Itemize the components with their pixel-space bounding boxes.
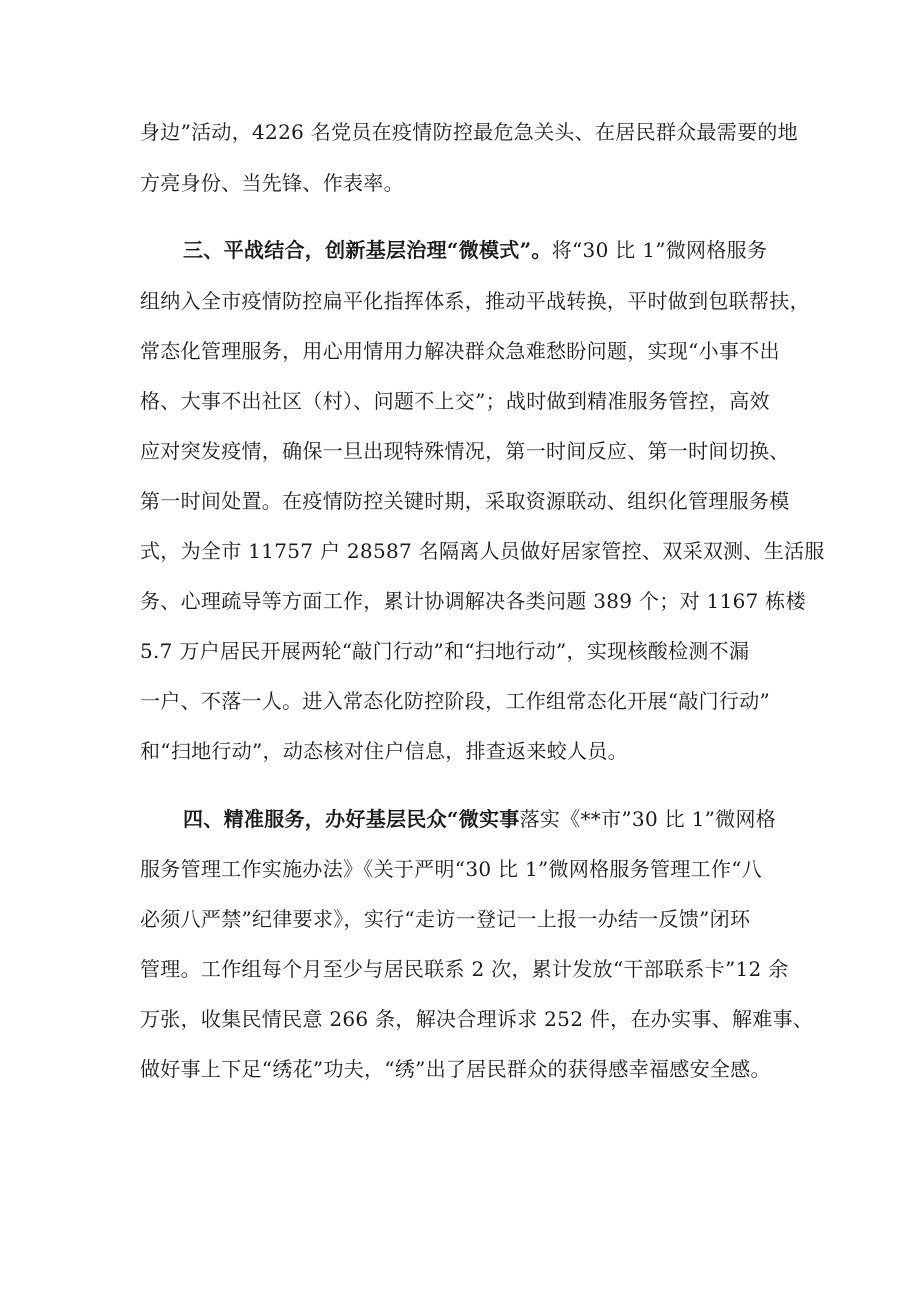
paragraph-line: 必须八严禁”纪律要求》，实行“走访一登记一上报一办结一反馈”闭环	[140, 907, 751, 931]
section-3-text: 将“30 比 1”微网格服务	[551, 238, 768, 262]
paragraph-line: 第一时间处置。在疫情防控关键时期，采取资源联动、组织化管理服务模	[140, 489, 790, 513]
paragraph-line: 身边”活动，4226 名党员在疫情防控最危急关头、在居民群众最需要的地	[140, 120, 798, 144]
paragraph-line: 格、大事不出社区（村）、问题不上交”；战时做到精准服务管控，高效	[140, 389, 770, 413]
paragraph-line: 一户、不落一人。进入常态化防控阶段，工作组常态化开展“敲门行动”	[140, 689, 771, 713]
section-3-line	[183, 230, 767, 270]
paragraph-line: 万张，收集民情民意 266 条，解决合理诉求 252 件，在办实事、解难事、	[140, 1007, 814, 1031]
paragraph-line: 5.7 万户居民开展两轮“敲门行动”和“扫地行动”，实现核酸检测不漏	[140, 639, 750, 663]
section-3-heading: 三、平战结合，创新基层治理“微模式”。	[183, 238, 552, 262]
section-4-line	[183, 799, 776, 839]
paragraph-line: 服务管理工作实施办法》《关于严明“30 比 1”微网格服务管理工作“八	[140, 857, 763, 881]
paragraph-line: 组纳入全市疫情防控扁平化指挥体系，推动平战转换，平时做到包联帮扶，	[140, 289, 810, 313]
paragraph-line: 管理。工作组每个月至少与居民联系 2 次，累计发放“干部联系卡”12 余	[140, 957, 789, 981]
section-4-text: 落实《**市”30 比 1”微网格	[519, 807, 777, 831]
paragraph-line: 应对突发疫情，确保一旦出现特殊情况，第一时间反应、第一时间切换、	[140, 439, 790, 463]
section-4-heading: 四、精准服务，办好基层民众“微实事	[183, 807, 520, 831]
paragraph-line: 方亮身份、当先锋、作表率。	[140, 171, 404, 195]
paragraph-line: 常态化管理服务，用心用情用力解决群众急难愁盼问题，实现“小事不出	[140, 339, 780, 363]
paragraph-line: 务、心理疏导等方面工作，累计协调解决各类问题 389 个；对 1167 栋楼	[140, 589, 806, 613]
paragraph-line: 式，为全市 11757 户 28587 名隔离人员做好居家管控、双采双测、生活服	[140, 539, 825, 563]
paragraph-line: 做好事上下足“绣花”功夫，“绣”出了居民群众的获得感幸福感安全感。	[140, 1057, 771, 1081]
paragraph-line: 和“扫地行动”，动态核对住户信息，排查返来蛟人员。	[140, 739, 628, 763]
